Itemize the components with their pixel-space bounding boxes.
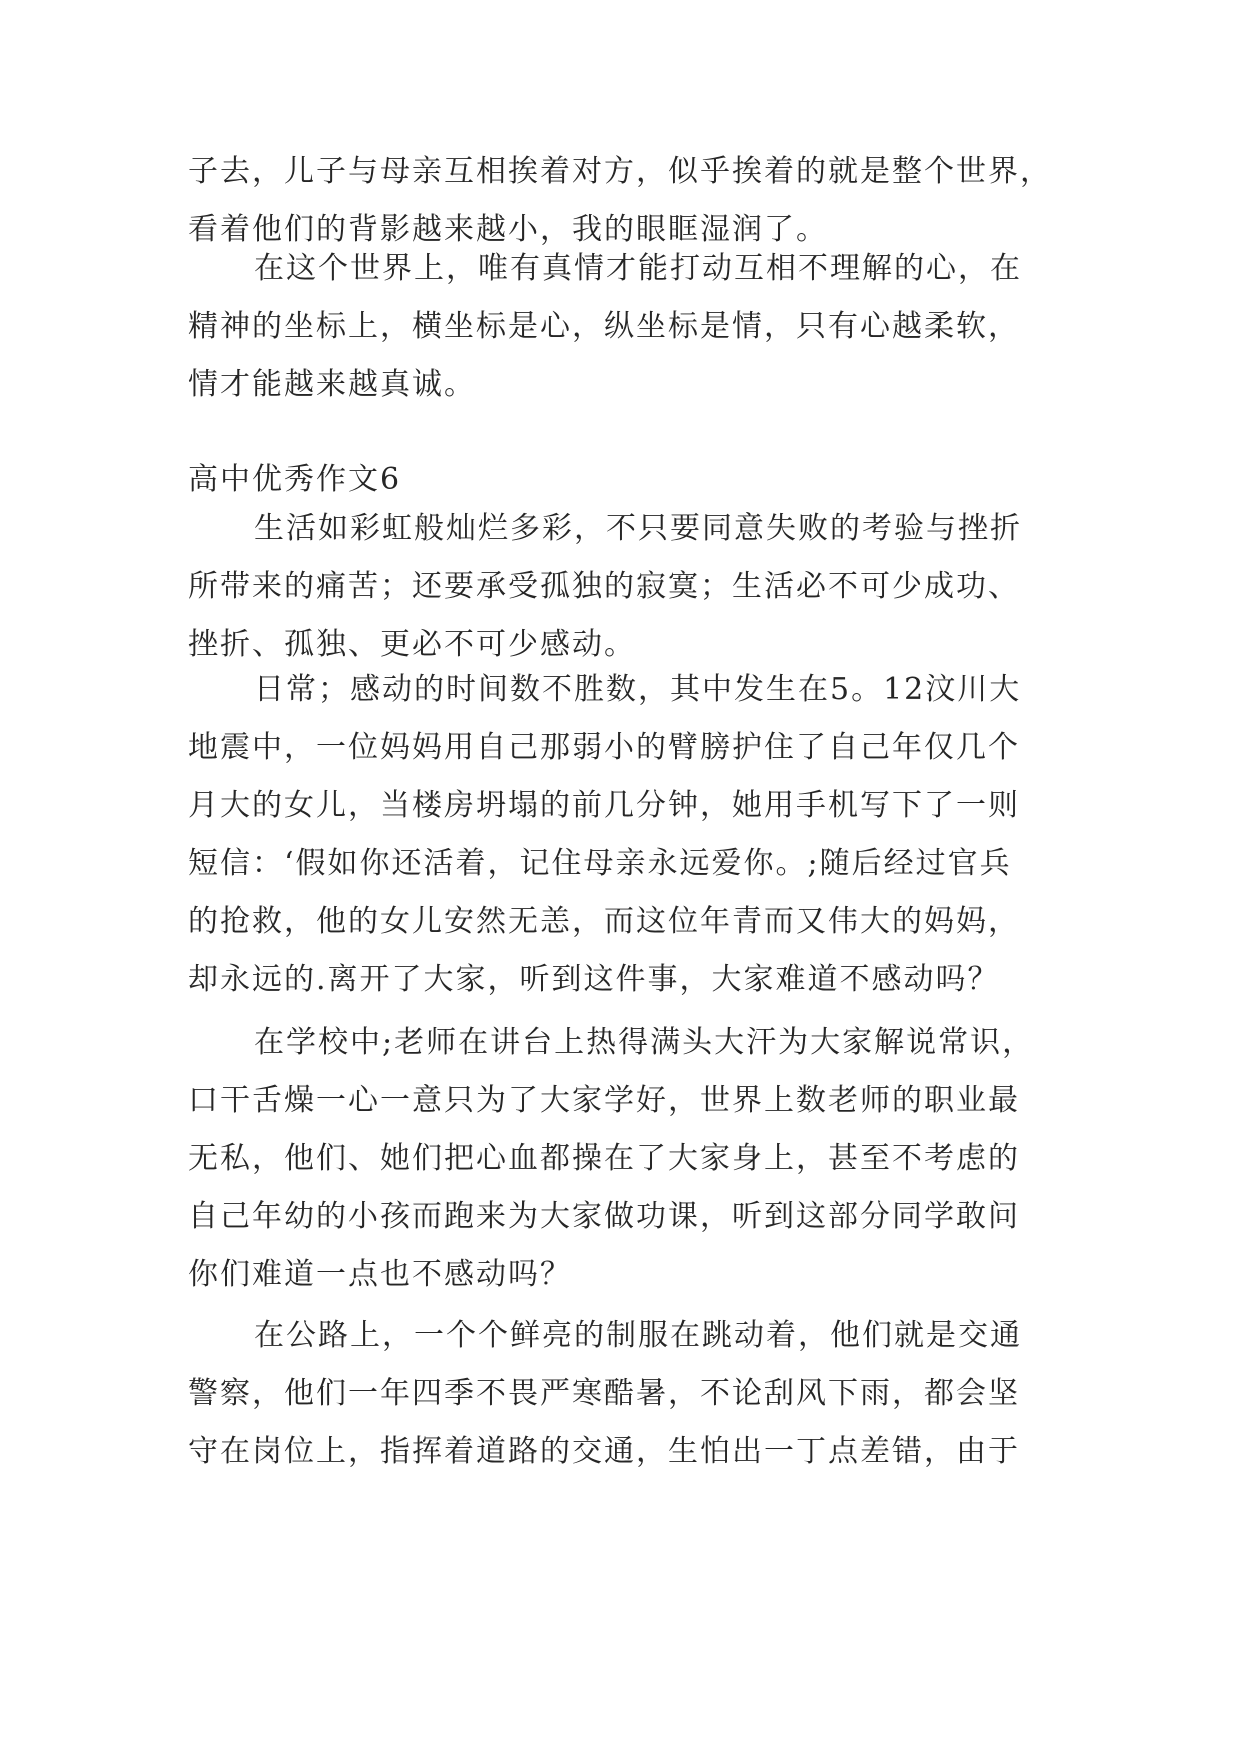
text-line: 情才能越来越真诚。: [188, 367, 476, 402]
text-line: 所带来的痛苦；还要承受孤独的寂寞；生活必不可少成功、: [188, 569, 1020, 604]
text-line: 你们难道一点也不感动吗？: [188, 1257, 572, 1292]
section1-paragraph-2: [188, 240, 1048, 414]
text-line: 挫折、孤独、更必不可少感动。: [188, 627, 636, 662]
text-line: 的抢救，他的女儿安然无恙，而这位年青而又伟大的妈妈，: [188, 904, 1020, 939]
section2-paragraph-4: [188, 1307, 1048, 1481]
text-line: 看着他们的背影越来越小，我的眼眶湿润了。: [188, 212, 828, 247]
section2-paragraph-1: [188, 500, 1048, 674]
text-line: 在学校中;老师在讲台上热得满头大汗为大家解说常识，: [254, 1025, 1035, 1060]
section2-paragraph-2: [188, 661, 1048, 1009]
text-line: 无私，他们、她们把心血都操在了大家身上，甚至不考虑的: [188, 1141, 1020, 1176]
text-line: 地震中，一位妈妈用自己那弱小的臂膀护住了自己年仅几个: [188, 730, 1020, 765]
text-line: 自己年幼的小孩而跑来为大家做功课，听到这部分同学敢问: [188, 1199, 1020, 1234]
text-line: 在这个世界上，唯有真情才能打动互相不理解的心，在: [254, 251, 1022, 286]
text-line: 子去，儿子与母亲互相挨着对方，似乎挨着的就是整个世界，: [188, 154, 1052, 189]
text-line: 警察，他们一年四季不畏严寒酷暑，不论刮风下雨，都会坚: [188, 1376, 1020, 1411]
text-line: 在公路上，一个个鲜亮的制服在跳动着，他们就是交通: [254, 1318, 1022, 1353]
text-line: 日常；感动的时间数不胜数，其中发生在5。12汶川大: [254, 672, 1022, 707]
text-line: 月大的女儿，当楼房坍塌的前几分钟，她用手机写下了一则: [188, 788, 1020, 823]
essay-title: 高中优秀作文6: [188, 462, 402, 497]
text-line: 短信：‘假如你还活着，记住母亲永远爱你。;随后经过官兵: [188, 846, 1012, 881]
section2-paragraph-3: [188, 1014, 1048, 1304]
text-line: 守在岗位上，指挥着道路的交通，生怕出一丁点差错，由于: [188, 1434, 1020, 1469]
text-line: 口干舌燥一心一意只为了大家学好，世界上数老师的职业最: [188, 1083, 1020, 1118]
text-line: 却永远的.离开了大家，听到这件事，大家难道不感动吗？: [188, 962, 1000, 997]
text-line: 生活如彩虹般灿烂多彩，不只要同意失败的考验与挫折: [254, 511, 1022, 546]
text-line: 精神的坐标上，横坐标是心，纵坐标是情，只有心越柔软，: [188, 309, 1020, 344]
